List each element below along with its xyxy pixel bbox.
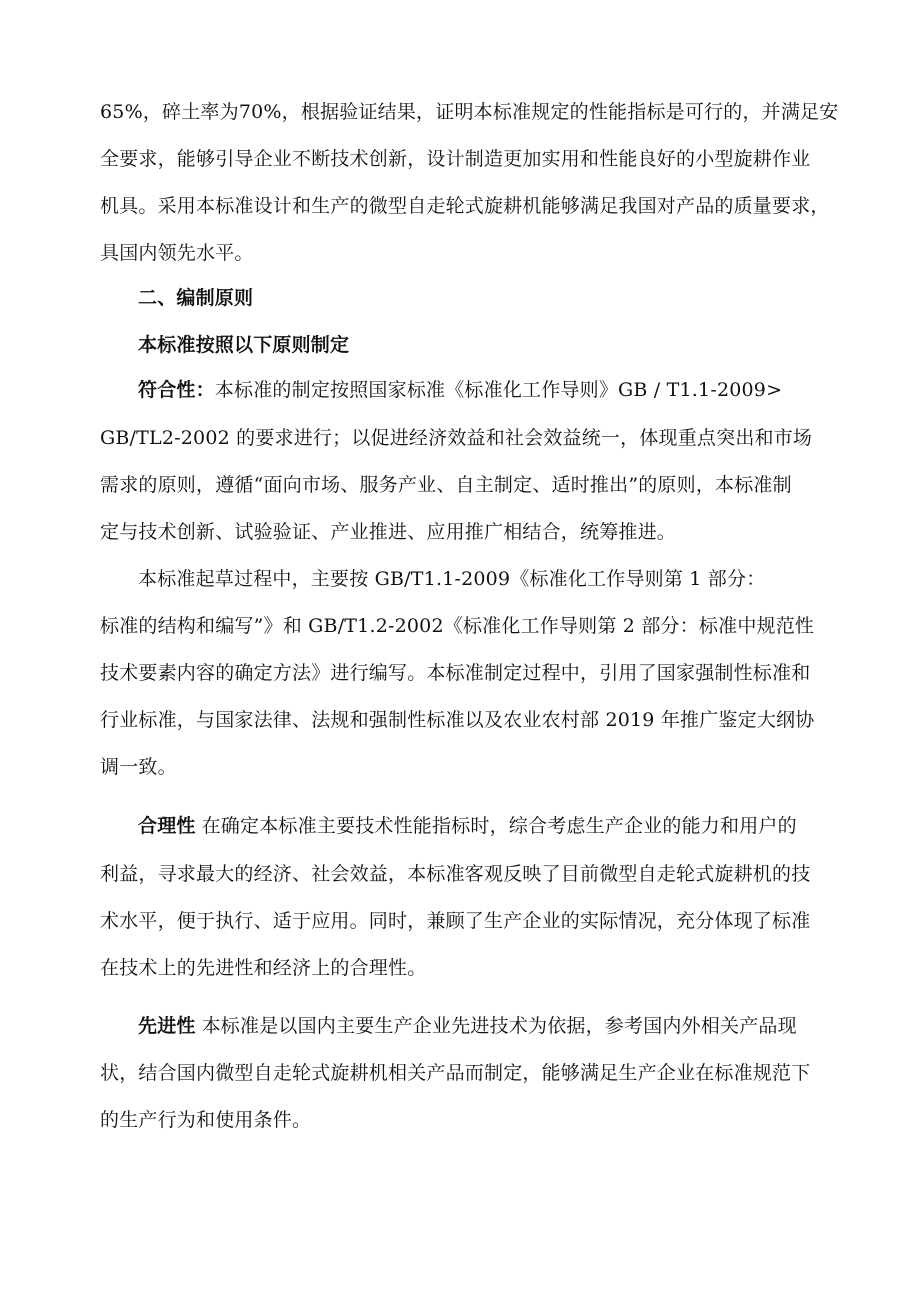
- conformity-label: 符合性：: [138, 379, 215, 401]
- text-line: 状，结合国内微型自走轮式旋耕机相关产品而制定，能够满足生产企业在标准规范下: [100, 1062, 811, 1084]
- text-line: 65%，碎土率为70%，根据验证结果，证明本标准规定的性能指标是可行的，并满足安: [100, 101, 839, 123]
- text-line: 的生产行为和使用条件。: [100, 1109, 312, 1131]
- advancement-label: 先进性: [138, 1015, 196, 1037]
- text-line: [138, 377, 782, 403]
- text-line: 本标准起草过程中，主要按 GB/T1.1-2009《标准化工作导则第 1 部分：: [138, 568, 766, 590]
- text-line: 调一致。: [100, 756, 177, 778]
- advancement-line-1: 本标准是以国内主要生产企业先进技术为依据，参考国内外相关产品现: [201, 1015, 797, 1037]
- text-line: 在技术上的先进性和经济上的合理性。: [100, 957, 427, 979]
- rationality-label: 合理性: [138, 815, 196, 837]
- subheading: 本标准按照以下原则制定: [138, 334, 350, 356]
- text-line: GB/TL2-2002 的要求进行；以促进经济效益和社会效益统一，体现重点突出和市场: [100, 427, 813, 449]
- text-line: [138, 1013, 797, 1039]
- text-line: 术水平，便于执行、适于应用。同时，兼顾了生产企业的实际情况，充分体现了标准: [100, 910, 811, 932]
- text-line: 标准的结构和编写”》和 GB/T1.2-2002《标准化工作导则第 2 部分：标准中规范性: [100, 615, 815, 637]
- text-line: 需求的原则，遵循“面向市场、服务产业、自主制定、适时推出”的原则，本标准制: [100, 474, 792, 496]
- text-line: [138, 813, 797, 839]
- text-line: 全要求，能够引导企业不断技术创新，设计制造更加实用和性能良好的小型旋耕作业: [100, 148, 811, 170]
- text-line: 定与技术创新、试验验证、产业推进、应用推广相结合，统筹推进。: [100, 521, 677, 543]
- conformity-line-1: 本标准的制定按照国家标准《标准化工作导则》GB / T1.1-2009>: [214, 379, 783, 401]
- text-line: 机具。采用本标准设计和生产的微型自走轮式旋耕机能够满足我国对产品的质量要求，: [100, 195, 830, 217]
- text-line: 技术要素内容的确定方法》进行编写。本标准制定过程中，引用了国家强制性标准和: [100, 662, 811, 684]
- rationality-line-1: 在确定本标准主要技术性能指标时，综合考虑生产企业的能力和用户的: [201, 815, 797, 837]
- text-line: 行业标准，与国家法律、法规和强制性标准以及农业农村部 2019 年推广鉴定大纲协: [100, 709, 815, 731]
- text-line: 利益，寻求最大的经济、社会效益，本标准客观反映了目前微型自走轮式旋耕机的技: [100, 863, 811, 885]
- text-line: 具国内领先水平。: [100, 242, 254, 264]
- section-heading: 二、编制原则: [138, 287, 254, 309]
